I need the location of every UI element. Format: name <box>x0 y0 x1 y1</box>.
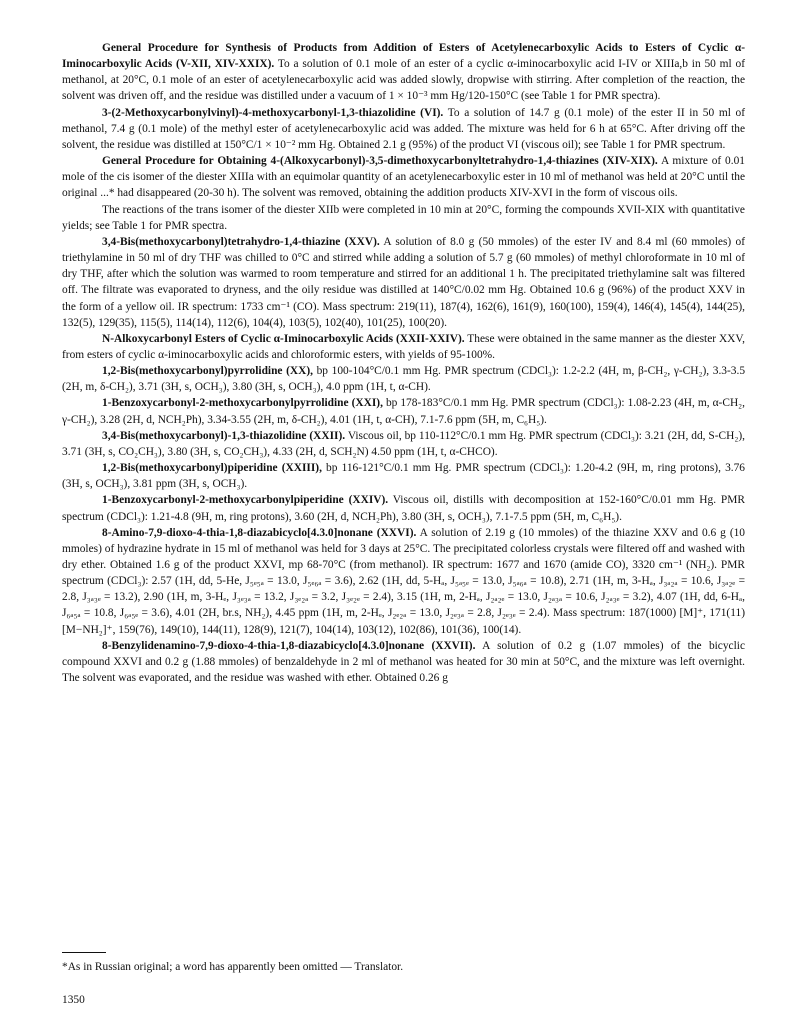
page-number: 1350 <box>62 994 85 1006</box>
paragraph-compound-xxiii <box>62 460 745 492</box>
paragraph-text: A solution of 2.19 g (10 mmoles) of the thiazine XXV and 0.6 g (10 mmoles) of hydrazine hydrate in 15 ml of methanol was held for 3 days at 25°C. The precipitated colorless crystals were filtered off and washed with dry ether. Obtained 1.6 g of the product XXVI, mp 68-70°C (from methanol). IR spectrum: 1677 and 1670 (amide CO), 3320 cm⁻¹ (NH₂). PMR spectrum (CDCl₃): 2.57 (1H, dd, 5-He, J₅ₑ₅ₐ = 13.0, J₅ₑ₆ₐ = 3.6), 2.62 (1H, dd, 5-Hₐ, J₅ₐ₅ₑ = 13.0, J₅ₐ₆ₐ = 10.8), 2.71 (1H, m, 3-Hₐ, J₃ₐ₂ₐ = 10.6, J₃ₐ₂ₑ = 2.8, J₃ₐ₃ₑ = 13.2), 2.90 (1H, m, 3-Hₑ, J₃ₑ₃ₐ = 13.2, J₃ₑ₂ₐ = 3.2, J₃ₑ₂ₑ = 2.4), 3.15 (1H, m, 2-Hₐ, J₂ₐ₂ₑ = 13.0, J₂ₐ₃ₐ = 10.6, J₂ₐ₃ₑ = 3.2), 4.07 (1H, dd, 6-Hₐ, J₆ₐ₅ₐ = 10.8, J₆ₐ₅ₑ = 3.6), 4.01 (2H, br.s, NH₂), 4.45 ppm (1H, m, 2-Hₑ, J₂ₑ₂ₐ = 13.0, J₂ₑ₃ₐ = 2.8, J₂ₑ₃ₑ = 2.4). Mass spectrum: 187(1000) [M]⁺, 171(11) [M−NH₂]⁺, 159(76), 149(10), 144(11), 128(9), 121(7), 104(14), 103(12), 102(86), 101(36), 100(14). <box>62 526 746 636</box>
paragraph-general-procedure-addition <box>62 40 745 105</box>
paragraph-text: Viscous oil, bp 110-112°C/0.1 mm Hg. PMR spectrum (CDCl₃): 3.21 (2H, dd, S-CH₂), 3.71 (3H, s, CO₂CH₃), 3.80 (3H, s, CO₂CH₃), 4.33 (2H, d, SCH₂N) 4.50 ppm (1H, t, α-CHCO). <box>62 429 745 458</box>
paragraph-text: To a solution of 14.7 g (0.1 mole) of the ester II in 50 ml of methanol, 7.4 g (0.1 mole) of the methyl ester of acetylenecarboxylic acid was added. The mixture was held for 6 h at 65°C. After driving off the solvent, the residue was distilled at 150°C/1 × 10⁻² mm Hg. Obtained 2.1 g (95%) of the product VI (viscous oil); see Table 1 for PMR spectrum. <box>62 106 745 151</box>
paragraph-compound-xxv <box>62 234 745 331</box>
paragraph-text: bp 100-104°C/0.1 mm Hg. PMR spectrum (CDCl₃): 1.2-2.2 (4H, m, β-CH₂, γ-CH₂), 3.3-3.5 (2H, m, δ-CH₂), 3.71 (3H, s, OCH₃), 3.80 (3H, s, OCH₃), 4.0 ppm (1H, t, α-CH). <box>62 365 746 394</box>
paragraph-compound-xxvii <box>62 638 745 686</box>
paragraph-heading: 1,2-Bis(methoxycarbonyl)piperidine (XXIII), <box>102 462 322 475</box>
paragraph-compound-vi <box>62 105 745 153</box>
footnote-divider <box>62 952 106 953</box>
paragraph-compound-xxii <box>62 428 745 460</box>
paragraph-n-alkoxycarbonyl-esters <box>62 331 745 363</box>
paragraph-heading: 8-Benzylidenamino-7,9-dioxo-4-thia-1,8-diazabicyclo[4.3.0]nonane (XXVII). <box>102 639 476 652</box>
paragraph-general-procedure-thiazines <box>62 153 745 201</box>
paragraph-text: These were obtained in the same manner as the diester XXV, from esters of cyclic α-iminocarboxylic acids and chloroformic esters, with yields of 95-100%. <box>62 332 746 361</box>
paragraph-heading: 1,2-Bis(methoxycarbonyl)pyrrolidine (XX), <box>102 365 313 378</box>
paragraph-heading: N-Alkoxycarbonyl Esters of Cyclic α-Iminocarboxylic Acids (XXII-XXIV). <box>102 332 465 345</box>
paragraph-compound-xxvi <box>62 525 745 638</box>
paragraph-compound-xx <box>62 363 745 395</box>
paragraph-text: A solution of 0.2 g (1.07 mmoles) of the bicyclic compound XXVI and 0.2 g (1.88 mmoles) of benzaldehyde in 2 ml of methanol was heated for 30 min at 50°C, and the mixture was left overnight. The solvent was evaporated, and the residue was washed with ether. Obtained 0.26 g <box>62 639 745 685</box>
paragraph-heading: 1-Benzoxycarbonyl-2-methoxycarbonylpyrrolidine (XXI), <box>102 397 383 410</box>
paragraph-text: To a solution of 0.1 mole of an ester of a cyclic α-iminocarboxylic acid I-IV or XIIIa,b in 50 ml of methanol, at 20°C, 0.1 mole of an ester of acetylenecarboxylic acid was added slowly, dropwise with stirring. After completion of the reaction, the solvent was driven off, and the residue was distilled under a vacuum of 1 × 10⁻³ mm Hg/120-150°C (see Table 1 for PMR spectra). <box>62 58 745 103</box>
paragraph-heading: 8-Amino-7,9-dioxo-4-thia-1,8-diazabicyclo[4.3.0]nonane (XXVI). <box>102 526 417 539</box>
paragraph-compound-xxiv <box>62 492 745 524</box>
article-body <box>62 40 745 686</box>
paragraph-text: Viscous oil, distills with decomposition at 152-160°C/0.01 mm Hg. PMR spectrum (CDCl₃): 1.21-4.8 (9H, m, ring protons), 3.60 (2H, d, NCH₂Ph), 3.80 (3H, s, OCH₃), 7.1-7.5 ppm (5H, m, C₆H₅). <box>62 494 745 523</box>
paragraph-heading: 3,4-Bis(methoxycarbonyl)tetrahydro-1,4-thiazine (XXV). <box>102 235 380 248</box>
paragraph-trans-isomer <box>62 202 745 234</box>
paragraph-heading: 3,4-Bis(methoxycarbonyl)-1,3-thiazolidine (XXII). <box>102 429 346 442</box>
paragraph-text: A solution of 8.0 g (50 mmoles) of the ester IV and 8.4 ml (60 mmoles) of triethylamine in 50 ml of dry THF was chilled to 0°C and stirred while adding a solution of 5.7 g (60 mmoles) of methyl chloroformate in 10 ml of dry THF, after which the solution was warmed to room temperature and stirred for an additional 1 h. The precipitated triethylamine salt was filtered off. The filtrate was evaporated to dryness, and the oily residue was distilled at 140°C/0.02 mm Hg. Obtained 10.6 g (96%) of the product XXV in the form of a yellow oil. IR spectrum: 1733 cm⁻¹ (CO). Mass spectrum: 219(11), 187(4), 162(6), 161(9), 160(100), 159(4), 146(4), 145(4), 144(25), 132(5), 129(35), 115(5), 114(14), 112(6), 104(4), 103(5), 102(40), 101(25), 100(20). <box>62 235 745 329</box>
paragraph-text: bp 178-183°C/0.1 mm Hg. PMR spectrum (CDCl₃): 1.08-2.23 (4H, m, α-CH₂, γ-CH₂), 3.28 (2H, d, NCH₂Ph), 3.34-3.55 (2H, m, δ-CH₂), 4.01 (1H, t, α-CH), 7.1-7.6 ppm (5H, m, C₆H₅). <box>62 397 745 426</box>
paragraph-text: The reactions of the trans isomer of the diester XIIb were completed in 10 min at 20°C, forming the compounds XVII-XIX with quantitative yields; see Table 1 for PMR spectra. <box>62 203 745 232</box>
paragraph-text: A mixture of 0.01 mole of the cis isomer of the diester XIIIa with an equimolar quantity of an acetylenecarboxylic ester in 10 ml of methanol was held at 20°C until the original ...* had disappeared (20-30 h). The solvent was removed, obtaining the addition products XIV-XVI in the form of viscous oils. <box>62 155 745 200</box>
paragraph-text: bp 116-121°C/0.1 mm Hg. PMR spectrum (CDCl₃): 1.20-4.2 (9H, m, ring protons), 3.76 (3H, s, OCH₃), 3.81 ppm (3H, s, OCH₃). <box>62 462 745 491</box>
paragraph-heading: 3-(2-Methoxycarbonylvinyl)-4-methoxycarbonyl-1,3-thiazolidine (VI). <box>102 106 444 119</box>
footnote: *As in Russian original; a word has apparently been omitted — Translator. <box>62 961 404 973</box>
paragraph-heading: General Procedure for Synthesis of Products from Addition of Esters of Acetylenecarboxylic Acids to Esters of Cyclic α-Iminocarboxylic Acids (V-XII, XIV-XXIX). <box>62 42 745 71</box>
paragraph-heading: 1-Benzoxycarbonyl-2-methoxycarbonylpiperidine (XXIV). <box>102 494 389 507</box>
paragraph-compound-xxi <box>62 395 745 427</box>
paragraph-heading: General Procedure for Obtaining 4-(Alkoxycarbonyl)-3,5-dimethoxycarbonyltetrahydro-1,4-thiazines (XIV-XIX). <box>102 155 658 168</box>
